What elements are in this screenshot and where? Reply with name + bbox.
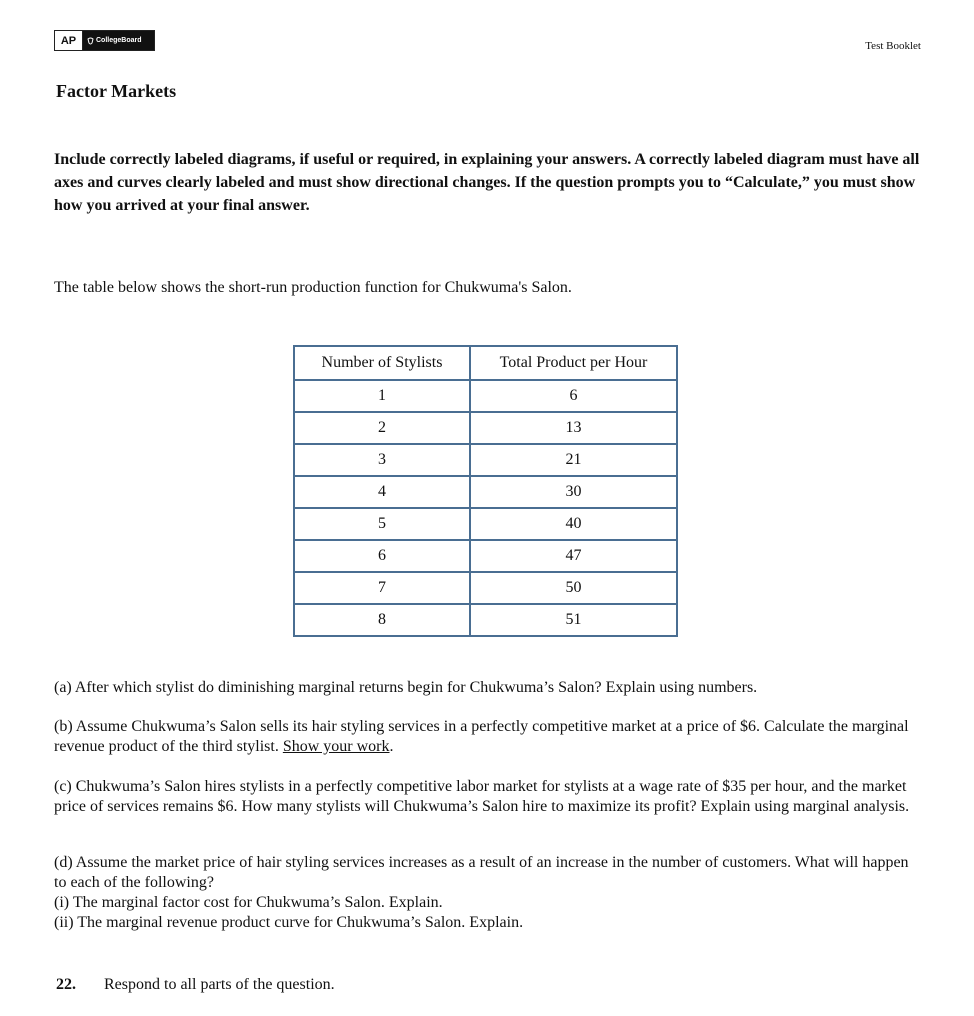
table-row [294, 572, 677, 604]
question-b-end: . [389, 738, 394, 755]
total-product-cell: 30 [470, 476, 677, 508]
ap-logo-text: AP [55, 31, 83, 50]
table-intro-text: The table below shows the short-run production function for Chukwuma's Salon. [54, 279, 572, 296]
total-product-cell: 21 [470, 444, 677, 476]
stylists-cell: 3 [294, 444, 470, 476]
stylists-cell: 8 [294, 604, 470, 636]
question-number: 22. [56, 976, 76, 993]
question-part-a: (a) After which stylist do diminishing marginal returns begin for Chukwuma’s Salon? Explain using numbers. [54, 679, 758, 696]
section-title: Factor Markets [56, 81, 177, 101]
total-product-cell: 51 [470, 604, 677, 636]
total-product-cell: 50 [470, 572, 677, 604]
show-your-work-text: Show your work [282, 738, 390, 755]
question-d-i: (i) The marginal factor cost for Chukwuma’s Salon. Explain. [54, 894, 443, 911]
stylists-cell: 6 [294, 540, 470, 572]
table-row [294, 412, 677, 444]
table-row [294, 444, 677, 476]
table-row [294, 476, 677, 508]
question-d-intro: (d) Assume the market price of hair styling services increases as a result of an increase in the number of customers. What will happen to each of the following? [54, 854, 909, 891]
question-part-b [54, 717, 924, 757]
header-number-of-stylists: Number of Stylists [294, 346, 470, 380]
question-part-c: (c) Chukwuma’s Salon hires stylists in a perfectly competitive labor market for stylists at a wage rate of $35 per hour, and the market price of services remains $6. How many stylists will Chukwuma’s Salon hire to maximize its profit? Explain using marginal analysis. [54, 778, 910, 815]
question-part-d [54, 853, 924, 933]
question-b-text: (b) Assume Chukwuma’s Salon sells its hair styling services in a perfectly competitive market at a price of $6. Calculate the marginal revenue product of the third stylist. [54, 718, 909, 755]
question-prompt: Respond to all parts of the question. [104, 976, 335, 993]
table-row [294, 380, 677, 412]
table-header-row [294, 346, 677, 380]
stylists-cell: 7 [294, 572, 470, 604]
ap-collegeboard-logo [54, 30, 155, 51]
test-booklet-label: Test Booklet [865, 40, 921, 52]
acorn-icon [87, 37, 94, 45]
table-row [294, 540, 677, 572]
table-row [294, 604, 677, 636]
total-product-cell: 40 [470, 508, 677, 540]
stylists-cell: 1 [294, 380, 470, 412]
total-product-cell: 6 [470, 380, 677, 412]
total-product-cell: 47 [470, 540, 677, 572]
stylists-cell: 5 [294, 508, 470, 540]
stylists-cell: 2 [294, 412, 470, 444]
table-row [294, 508, 677, 540]
production-function-table [293, 345, 678, 637]
instructions-paragraph: Include correctly labeled diagrams, if useful or required, in explaining your answers. A correctly labeled diagram must have all axes and curves clearly labeled and must show directional changes. If the question prompts you to “Calculate,” you must show how you arrived at your final answer. [54, 151, 920, 214]
total-product-cell: 13 [470, 412, 677, 444]
header-total-product: Total Product per Hour [470, 346, 677, 380]
question-d-ii: (ii) The marginal revenue product curve for Chukwuma’s Salon. Explain. [54, 914, 524, 931]
collegeboard-logo-text: CollegeBoard [96, 37, 142, 44]
stylists-cell: 4 [294, 476, 470, 508]
